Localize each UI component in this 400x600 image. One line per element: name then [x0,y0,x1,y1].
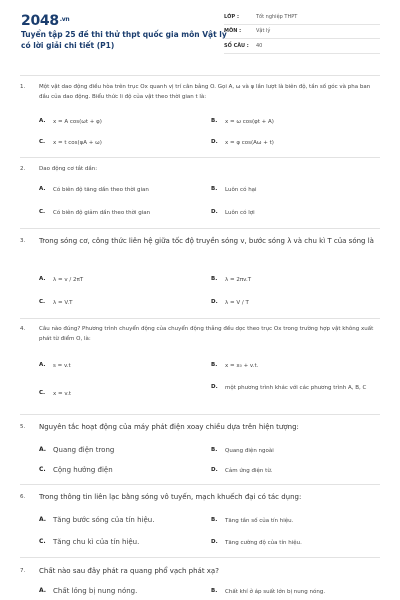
option-letter: A. [39,276,46,282]
option-text: Quang điện ngoài [225,448,274,454]
option-letter: A. [39,186,46,192]
option-a[interactable] [39,118,102,127]
option-text: x = t cos(φA + ω) [53,140,102,146]
divider [20,318,380,319]
option-letter: B. [211,276,218,282]
option-text: Cộng hưởng điện [53,466,113,474]
option-c[interactable] [39,538,139,547]
option-letter: A. [39,516,47,523]
meta-label: LỚP : [224,13,239,20]
option-d[interactable] [211,139,274,148]
option-a[interactable] [39,446,114,455]
option-text: Chất khí ở áp suất lớn bị nung nóng. [225,589,326,595]
option-a[interactable] [39,362,71,371]
option-letter: D. [211,209,218,215]
option-a[interactable] [39,587,137,596]
question-number: 7. [20,568,26,574]
option-letter: C. [39,466,46,473]
option-letter: B. [211,588,218,594]
option-letter: B. [211,362,218,368]
question-number: 5. [20,424,26,430]
option-a[interactable] [39,276,83,285]
site-logo[interactable]: $2048^{.vn}$ [21,13,70,29]
option-a[interactable] [39,516,154,525]
question-number: 6. [20,494,26,500]
option-c[interactable] [39,466,113,475]
option-text: Luôn có lợi [225,210,255,216]
option-c[interactable] [39,299,73,308]
option-b[interactable] [211,118,274,127]
option-text: x = φ cos(Aω + t) [225,140,274,146]
option-c[interactable] [39,209,150,218]
option-text: x = ω cos(φt + A) [225,119,274,125]
option-d[interactable] [211,384,381,393]
option-text: x = v.t [53,391,72,397]
option-c[interactable] [39,390,71,399]
option-b[interactable] [211,517,293,526]
option-letter: D. [211,539,218,545]
divider [20,228,380,229]
meta-value: Vật lý [256,28,271,35]
option-c[interactable] [39,139,102,148]
meta-value: 40 [256,42,263,49]
option-text: x = x₀ + v.t. [225,363,259,369]
option-letter: C. [39,139,46,145]
option-letter: C. [39,538,46,545]
option-d[interactable] [211,299,249,308]
option-b[interactable] [211,588,325,597]
meta-label: MÔN : [224,28,242,35]
option-letter: D. [211,139,218,145]
option-text: một phương trình khác với các phương trình A, B, C [225,385,367,391]
option-text: x = A cos(ωt + φ) [53,119,102,125]
option-letter: C. [39,209,46,215]
divider [20,75,380,76]
option-text: Có biên độ giảm dần theo thời gian [53,210,151,216]
option-text: λ = V / T [225,300,249,306]
option-text: λ = 2πv.T [225,277,252,283]
divider [20,157,380,158]
option-letter: D. [211,299,218,305]
question-text: Trong sóng cơ, công thức liên hệ giữa tốc độ truyền sóng v, bước sóng λ và chu kì T của sóng là [39,237,374,245]
question-text: Chất nào sau đây phát ra quang phổ vạch phát xạ? [39,567,219,575]
option-text: Tăng chu kì của tín hiệu. [53,538,140,546]
question-text: Trong thông tin liên lạc bằng sóng vô tuyến, mạch khuếch đại có tác dụng: [39,493,302,501]
question-text: Một vật dao động điều hòa trên trục Ox quanh vị trí cân bằng O. Gọi A, ω và φ lần lượt là biên độ, tần số góc và pha ban đầu của dao động. Biểu thức li độ của vật theo thời gian t là: [39,84,371,100]
option-d[interactable] [211,209,255,218]
option-text: Luôn có hại [225,187,257,193]
option-text: Chất lỏng bị nung nóng. [53,587,138,595]
option-text: λ = V.T [53,300,73,306]
option-d[interactable] [211,467,273,476]
question-number: 2. [20,166,26,172]
option-text: Tăng tần số của tín hiệu. [225,518,294,524]
option-text: s = v.t [53,363,71,369]
meta-value: Tốt nghiệp THPT [256,13,298,20]
document-title: Tuyển tập 25 đề thi thử thpt quốc gia môn Vật lý có lời giải chi tiết (P1) [21,30,227,50]
option-text: Tăng cường độ của tín hiệu. [225,540,302,546]
option-text: Quang điện trong [53,446,115,454]
option-b[interactable] [211,276,251,285]
option-letter: D. [211,384,218,390]
option-letter: B. [211,118,218,124]
option-text: Có biên độ tăng dần theo thời gian [53,187,149,193]
option-a[interactable] [39,186,149,195]
question-number: 4. [20,326,26,332]
divider [20,414,380,415]
option-text: Tăng bước sóng của tín hiệu. [53,516,155,524]
option-letter: B. [211,186,218,192]
option-letter: D. [211,467,218,473]
option-d[interactable] [211,539,302,548]
meta-label: SỐ CÂU : [224,42,249,49]
option-text: λ = v / 2πT [53,277,84,283]
option-letter: C. [39,299,46,305]
option-letter: A. [39,362,46,368]
divider [20,484,380,485]
option-b[interactable] [211,447,274,456]
divider [20,557,380,558]
option-letter: B. [211,447,218,453]
question-text: Nguyên tắc hoạt động của máy phát điện xoay chiều dựa trên hiện tượng: [39,423,299,431]
option-letter: B. [211,517,218,523]
question-text: Câu nào đúng? Phương trình chuyển động của chuyển động thẳng đều dọc theo trục Ox trong trường hợp vật không xuất phát từ điểm O, là: [39,326,374,342]
question-number: 1. [20,84,26,90]
option-b[interactable] [211,362,258,371]
option-letter: A. [39,587,47,594]
option-letter: A. [39,446,47,453]
option-letter: C. [39,390,46,396]
question-text: Dao động cơ tắt dần: [39,166,98,172]
option-text: Cảm ứng điện từ. [225,468,273,474]
option-letter: A. [39,118,46,124]
question-number: 3. [20,238,26,244]
option-b[interactable] [211,186,257,195]
